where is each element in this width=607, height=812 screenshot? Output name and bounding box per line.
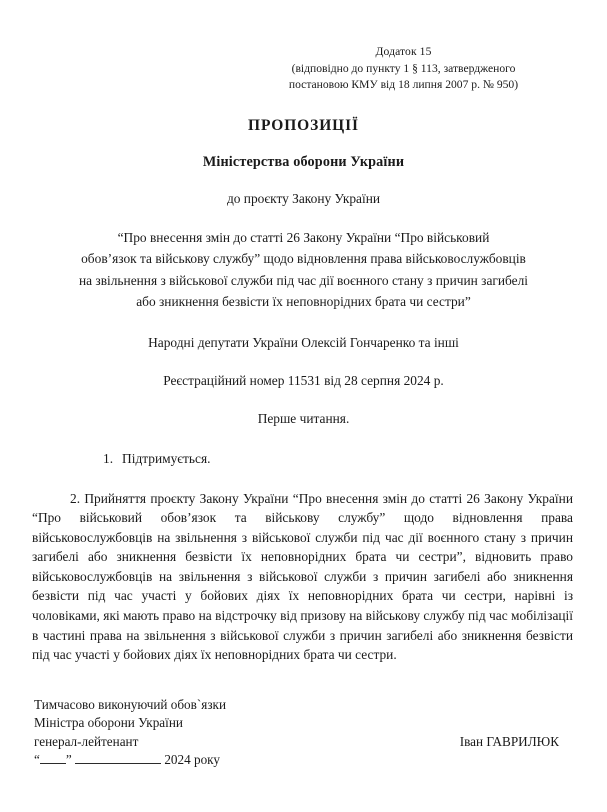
- date-day-blank: [40, 763, 66, 764]
- date-year: 2024 року: [164, 752, 220, 768]
- appendix-reference-header: [30, 44, 577, 94]
- proposal-item-1-number: 1.: [103, 450, 114, 466]
- bill-title-line: на звільнення з військової служби під час дії воєнного стану з причин загибелі: [78, 272, 529, 288]
- date-quote-close: ”: [65, 752, 72, 768]
- document-page: [0, 44, 607, 812]
- appendix-number: Додаток 15: [375, 45, 432, 58]
- signature-block: [30, 696, 577, 751]
- signer-role-line-2: Міністра оборони України: [34, 715, 183, 731]
- proposal-item-1-text: Підтримується.: [122, 450, 211, 466]
- signer-name: Іван ГАВРИЛЮК: [459, 733, 559, 749]
- bill-title-line: “Про внесення змін до статті 26 Закону України “Про військовий: [117, 229, 490, 245]
- registration-number: Реєстраційний номер 11531 від 28 серпня 2024 р.: [163, 372, 444, 388]
- appendix-reference-line-1: (відповідно до пункту 1 § 113, затвердженого: [291, 61, 516, 75]
- page-title: ПРОПОЗИЦІЇ: [248, 116, 359, 134]
- appendix-reference-line-2: постановою КМУ від 18 липня 2007 р. № 950): [288, 78, 519, 91]
- bill-title-line: або зникнення безвісти їх неповнорідних брата чи сестри”: [136, 294, 471, 309]
- subject-label: до проєкту Закону України: [226, 190, 381, 206]
- date-quote-open: “: [34, 752, 40, 768]
- proposal-item-1: [30, 451, 577, 467]
- issuing-authority: Міністерства оборони України: [202, 153, 405, 170]
- signer-rank: генерал-лейтенант: [34, 733, 139, 749]
- bill-title-line: обов’язок та військову службу” щодо відновлення права військовослужбовців: [81, 251, 526, 266]
- signer-role-line-1: Тимчасово виконуючий обов`язки: [34, 696, 227, 712]
- date-line: [30, 752, 577, 768]
- reading-stage: Перше читання.: [257, 410, 350, 426]
- proposal-item-2: 2. Прийняття проєкту Закону України “Про внесення змін до статті 26 Закону України “Про військовий обов’язок та військову службу” щодо відновлення права військовослужбовців на звільнення з військової служби під час дії воєнного стану з причин загибелі або зникнення безвісти їх неповнорідних брата чи сестри”, відновить право військовослужбовців на звільнення з військової служби з причин загибелі або зникнення безвісти під час участі у бойових діях їх неповнорідних брата чи сестри, нарівні із чоловіками, які мають право на відстрочку від призову на військову службу під час мобілізації в частині права на звільнення з військової служби з причин загибелі або зникнення безвісти під час участі у бойових діях їх неповнорідних брата чи сестри.: [32, 490, 573, 663]
- bill-authors: Народні депутати України Олексій Гончаренко та інші: [148, 334, 459, 350]
- bill-title: [30, 227, 577, 313]
- date-month-blank: [75, 763, 161, 764]
